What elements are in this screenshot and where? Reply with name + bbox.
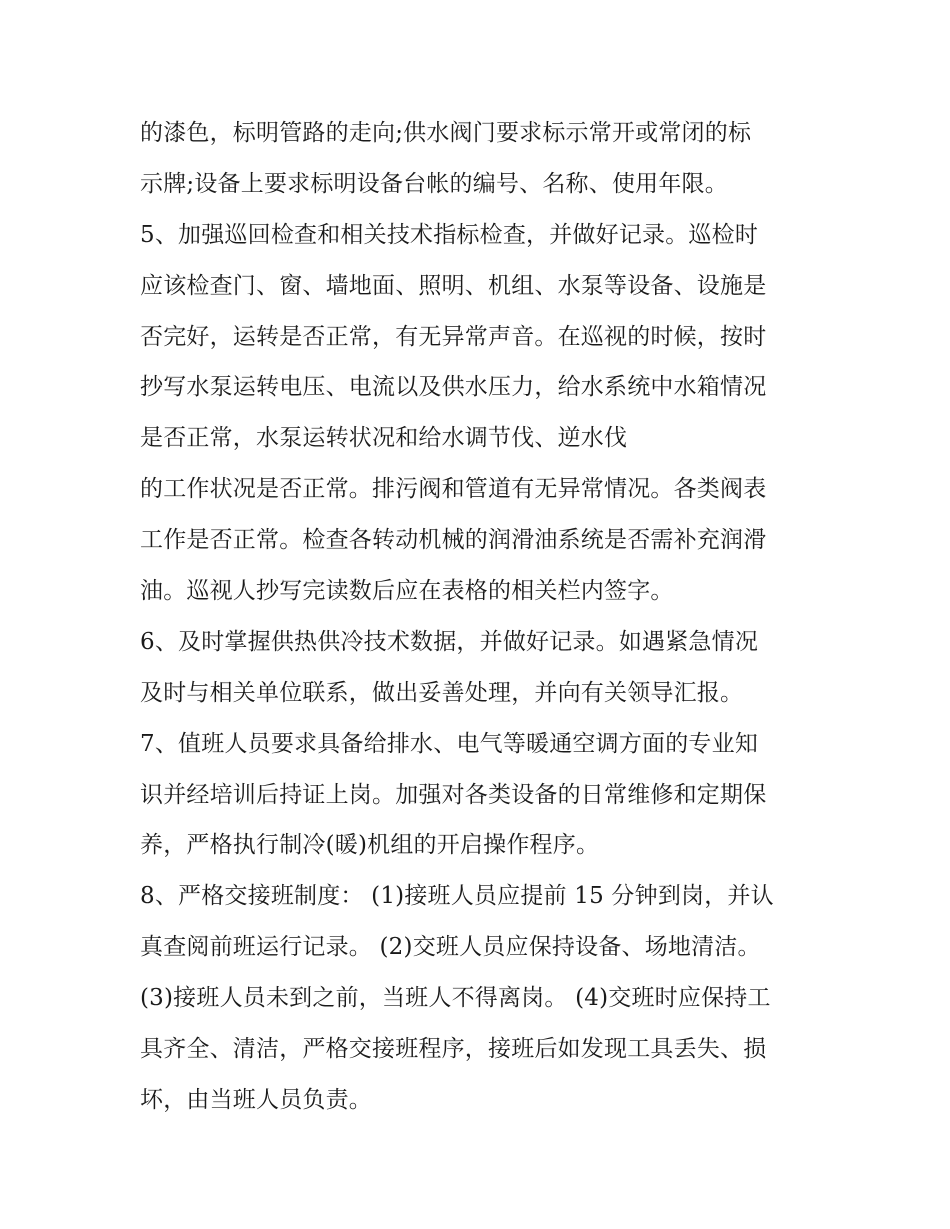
text-line: 及时与相关单位联系，做出妥善处理，并向有关领导汇报。 bbox=[140, 679, 744, 706]
text-line: 6、及时掌握供热供冷技术数据，并做好记录。如遇紧急情况 bbox=[140, 628, 759, 655]
text-line: 否完好，运转是否正常，有无异常声音。在巡视的时候，按时 bbox=[140, 323, 767, 350]
text-line: 7、值班人员要求具备给排水、电气等暖通空调方面的专业知 bbox=[140, 730, 759, 757]
text-line: 抄写水泵运转电压、电流以及供水压力，给水系统中水箱情况 bbox=[140, 374, 767, 401]
document-body bbox=[140, 108, 830, 1126]
text-line: 坏，由当班人员负责。 bbox=[140, 1086, 372, 1113]
text-line: 8、严格交接班制度： (1)接班人员应提前 15 分钟到岗，并认 bbox=[140, 883, 774, 910]
text-line: 真查阅前班运行记录。 (2)交班人员应保持设备、场地清洁。 bbox=[140, 934, 761, 961]
text-line: 应该检查门、窗、墙地面、照明、机组、水泵等设备、设施是 bbox=[140, 272, 767, 299]
text-line: 示牌;设备上要求标明设备台帐的编号、名称、使用年限。 bbox=[140, 170, 728, 197]
text-line: (3)接班人员未到之前，当班人不得离岗。 (4)交班时应保持工 bbox=[140, 985, 771, 1012]
text-line: 的漆色，标明管路的走向;供水阀门要求标示常开或常闭的标 bbox=[140, 120, 752, 146]
text-line: 养，严格执行制冷(暖)机组的开启操作程序。 bbox=[140, 832, 600, 859]
text-line: 5、加强巡回检查和相关技术指标检查，并做好记录。巡检时 bbox=[140, 221, 759, 248]
text-line: 识并经培训后持证上岗。加强对各类设备的日常维修和定期保 bbox=[140, 781, 767, 808]
text-line: 工作是否正常。检查各转动机械的润滑油系统是否需补充润滑 bbox=[140, 527, 767, 554]
text-line: 油。巡视人抄写完读数后应在表格的相关栏内签字。 bbox=[140, 578, 674, 605]
text-line: 具齐全、清洁，严格交接班程序，接班后如发现工具丢失、损 bbox=[140, 1036, 767, 1063]
text-line: 的工作状况是否正常。排污阀和管道有无异常情况。各类阀表 bbox=[140, 476, 767, 503]
text-line: 是否正常，水泵运转状况和给水调节伐、逆水伐 bbox=[140, 425, 628, 452]
